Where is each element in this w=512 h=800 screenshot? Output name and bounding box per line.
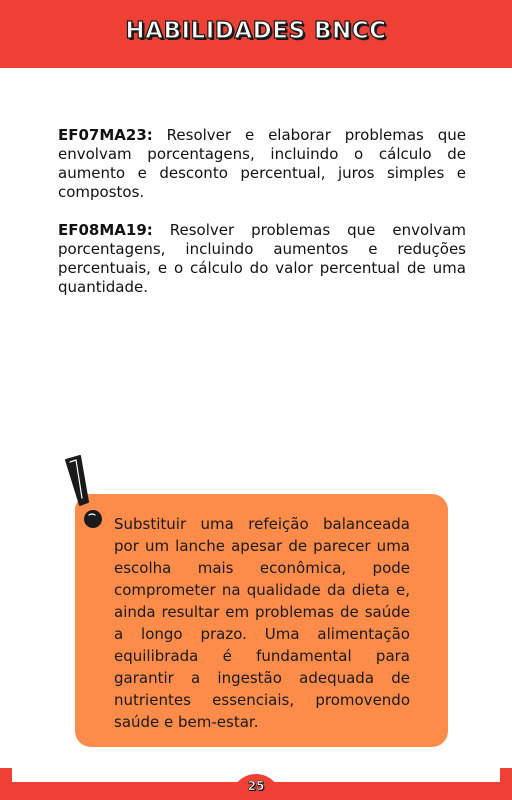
- skill-code: EF07MA23:: [58, 126, 153, 144]
- page-number: 25: [247, 779, 265, 793]
- skill-code: EF08MA19:: [58, 221, 153, 239]
- skill-description: Resolver e elaborar problemas que envolvam porcentagens, incluindo o cálculo de aumento e desconto percentual, juros simples e compostos.: [58, 126, 466, 201]
- exclamation-icon: [58, 452, 110, 532]
- header-title: HABILIDADES BNCC: [125, 18, 387, 44]
- note-text: Substituir uma refeição balanceada por um lanche apesar de parecer uma escolha mais econômica, pode comprometer na qualidade da dieta e, ainda resultar em problemas de saúde a longo prazo. Uma alimentação equilibrada é fundamental para garantir a ingestão adequada de nutrientes essenciais, promovendo saúde e bem-estar.: [114, 515, 410, 731]
- page-header: [0, 0, 512, 68]
- skill-item: [58, 126, 466, 202]
- skill-description: Resolver problemas que envolvam porcentagens, incluindo aumentos e reduções percentuais, e o cálculo do valor percentual de uma quantidade.: [58, 221, 466, 296]
- skills-list: [58, 126, 466, 316]
- skill-item: [58, 221, 466, 297]
